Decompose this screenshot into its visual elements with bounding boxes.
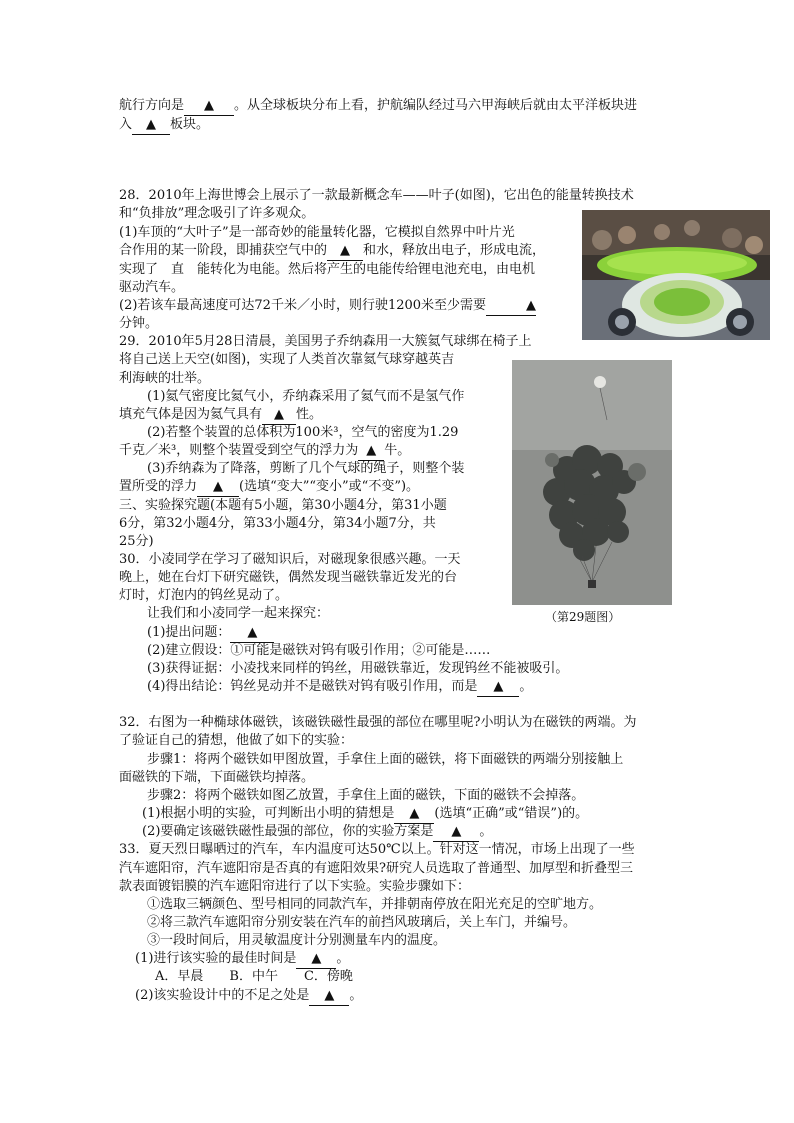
q32-step2: 步骤2：将两个磁铁如图乙放置，手拿住上面的磁铁，下面的磁铁不会掉落。 bbox=[147, 788, 585, 803]
q28-part1-line4: 驱动汽车。 bbox=[119, 280, 185, 295]
q28-part1-line3: 实现了 直 能转化为电能。然后将产生的电能传给锂电池充电，由电机 bbox=[119, 262, 536, 277]
answer-blank[interactable]: ▲ bbox=[262, 406, 296, 425]
q27-line2: 入 ▲ 板块。 bbox=[119, 116, 209, 135]
q28-part2-line2: 分钟。 bbox=[119, 316, 159, 331]
q29-part1-line2: 填充气体是因为氦气具有 ▲ 性。 bbox=[119, 406, 322, 425]
q29-part3-line1: (3)乔纳森为了降落，剪断了几个气球的绳子，则整个装 bbox=[147, 461, 465, 476]
answer-blank[interactable]: ▲ bbox=[197, 478, 239, 497]
q29-part2-line2: 千克／米³，则整个装置受到空气的浮力为 ▲ 牛。 bbox=[119, 442, 410, 461]
q29-part3-line2: 置所受的浮力 ▲ (选填“变大”“变小”或“不变”)。 bbox=[119, 478, 419, 497]
section3-heading-line2: 6分，第32小题4分，第33小题4分，第34小题7分，共 bbox=[119, 516, 436, 531]
q32-intro-line2: 了验证自己的猜想，他做了如下的实验： bbox=[119, 733, 354, 748]
answer-blank[interactable]: ▲ bbox=[394, 805, 434, 824]
figure-29-caption: （第29题图） bbox=[545, 610, 621, 624]
balloons-illustration bbox=[512, 360, 672, 605]
q33-step3: ③一段时间后，用灵敏温度计分别测量车内的温度。 bbox=[147, 933, 447, 948]
q28-part2-line1: (2)若该车最高速度可达72千米／小时，则行驶1200米至少需要 ▲ bbox=[119, 297, 536, 316]
q30-intro-line2: 晚上，她在台灯下研究磁铁，偶然发现当磁铁靠近发光的台 bbox=[119, 570, 458, 585]
answer-blank[interactable]: ▲ bbox=[486, 297, 536, 316]
answer-blank[interactable]: ▲ bbox=[358, 442, 384, 461]
q33-options: A．早晨 B．中午 C．傍晚 bbox=[155, 969, 353, 984]
q30-intro-line1: 30．小凌同学在学习了磁知识后，对磁现象很感兴趣。一天 bbox=[119, 552, 461, 567]
q30-step4: (4)得出结论：钨丝晃动并不是磁铁对钨有吸引作用，而是 ▲ 。 bbox=[147, 678, 532, 697]
q28-part1-line2: 合作用的某一阶段，即捕获空气中的 ▲ 和水，释放出电子，形成电流， bbox=[119, 242, 545, 261]
q28-intro-line1: 28．2010年上海世博会上展示了一款最新概念车——叶子(如图)，它出色的能量转换技术 bbox=[119, 188, 634, 203]
q29-intro-line2: 将自己送上天空(如图)，实现了人类首次靠氦气球穿越英吉 bbox=[119, 352, 455, 367]
answer-blank[interactable]: ▲ bbox=[132, 116, 170, 135]
q33-part2: (2)该实验设计中的不足之处是 ▲ 。 bbox=[135, 987, 362, 1006]
q30-intro-line4: 让我们和小凌同学一起来探究： bbox=[147, 606, 330, 621]
q27-line1: 航行方向是 ▲ 。从全球板块分布上看，护航编队经过马六甲海峡后就由太平洋板块进 bbox=[119, 97, 637, 116]
q33-intro-line2: 汽车遮阳帘，汽车遮阳帘是否真的有遮阳效果?研究人员选取了普通型、加厚型和折叠型三 bbox=[119, 861, 633, 876]
q33-part1: (1)进行该实验的最佳时间是 ▲ 。 bbox=[135, 950, 349, 969]
q32-part2: (2)要确定该磁铁磁性最强的部位，你的实验方案是 ▲ 。 bbox=[142, 823, 492, 842]
answer-blank[interactable]: ▲ bbox=[477, 678, 519, 697]
answer-blank[interactable]: ▲ bbox=[184, 97, 234, 116]
q29-intro-line3: 利海峡的壮举。 bbox=[119, 371, 211, 386]
q30-intro-line3: 灯时，灯泡内的钨丝晃动了。 bbox=[119, 588, 289, 603]
q32-step1-line1: 步骤1：将两个磁铁如甲图放置，手拿住上面的磁铁，将下面磁铁的两端分别接触上 bbox=[147, 752, 624, 767]
q28-part1-line1: (1)车顶的“大叶子”是一部奇妙的能量转化器，它模拟自然界中叶片光 bbox=[119, 225, 515, 240]
answer-blank[interactable]: ▲ bbox=[230, 624, 274, 643]
leaf-concept-car-photo bbox=[582, 210, 770, 340]
answer-blank[interactable]: ▲ bbox=[433, 823, 479, 842]
q32-intro-line1: 32．右图为一种椭球体磁铁，该磁铁磁性最强的部位在哪里呢?小明认为在磁铁的两端。为 bbox=[119, 715, 637, 730]
q29-intro-line1: 29．2010年5月28日清晨，美国男子乔纳森用一大簇氦气球绑在椅子上 bbox=[119, 334, 532, 349]
q30-step2: (2)建立假设：①可能是磁铁对钨有吸引作用；②可能是…… bbox=[147, 643, 491, 658]
q29-part2-line1: (2)若整个装置的总体积为100米³，空气的密度为1.29 bbox=[147, 425, 459, 440]
q30-step1: (1)提出问题： ▲ bbox=[147, 624, 274, 643]
q33-step2: ②将三款汽车遮阳帘分别安装在汽车的前挡风玻璃后，关上车门，并编号。 bbox=[147, 915, 577, 930]
leaf-car-illustration bbox=[582, 210, 770, 340]
q33-intro-line1: 33．夏天烈日曝晒过的汽车，车内温度可达50℃以上。针对这一情况，市场上出现了一些 bbox=[119, 842, 635, 857]
q32-step1-line2: 面磁铁的下端，下面磁铁均掉落。 bbox=[119, 770, 315, 785]
helium-balloons-photo bbox=[512, 360, 672, 605]
q29-part1-line1: (1)氦气密度比氦气小，乔纳森采用了氦气而不是氢气作 bbox=[147, 389, 465, 404]
section3-heading-line1: 三、实验探究题(本题有5小题，第30小题4分，第31小题 bbox=[119, 498, 447, 513]
answer-blank[interactable]: ▲ bbox=[309, 987, 349, 1006]
q33-intro-line3: 款表面镀铝膜的汽车遮阳帘进行了以下实验。实验步骤如下： bbox=[119, 879, 471, 894]
q28-intro-line2: 和“负排放”理念吸引了许多观众。 bbox=[119, 206, 315, 221]
section3-heading-line3: 25分) bbox=[119, 534, 154, 549]
q30-step3: (3)获得证据：小凌找来同样的钨丝，用磁铁靠近，发现钨丝不能被吸引。 bbox=[147, 661, 569, 676]
q33-step1: ①选取三辆颜色、型号相同的同款汽车，并排朝南停放在阳光充足的空旷地方。 bbox=[147, 897, 603, 912]
q32-part1: (1)根据小明的实验，可判断出小明的猜想是 ▲ (选填“正确”或“错误”)的。 bbox=[142, 805, 588, 824]
answer-blank[interactable]: ▲ bbox=[296, 950, 336, 969]
answer-blank[interactable]: ▲ bbox=[327, 242, 363, 261]
